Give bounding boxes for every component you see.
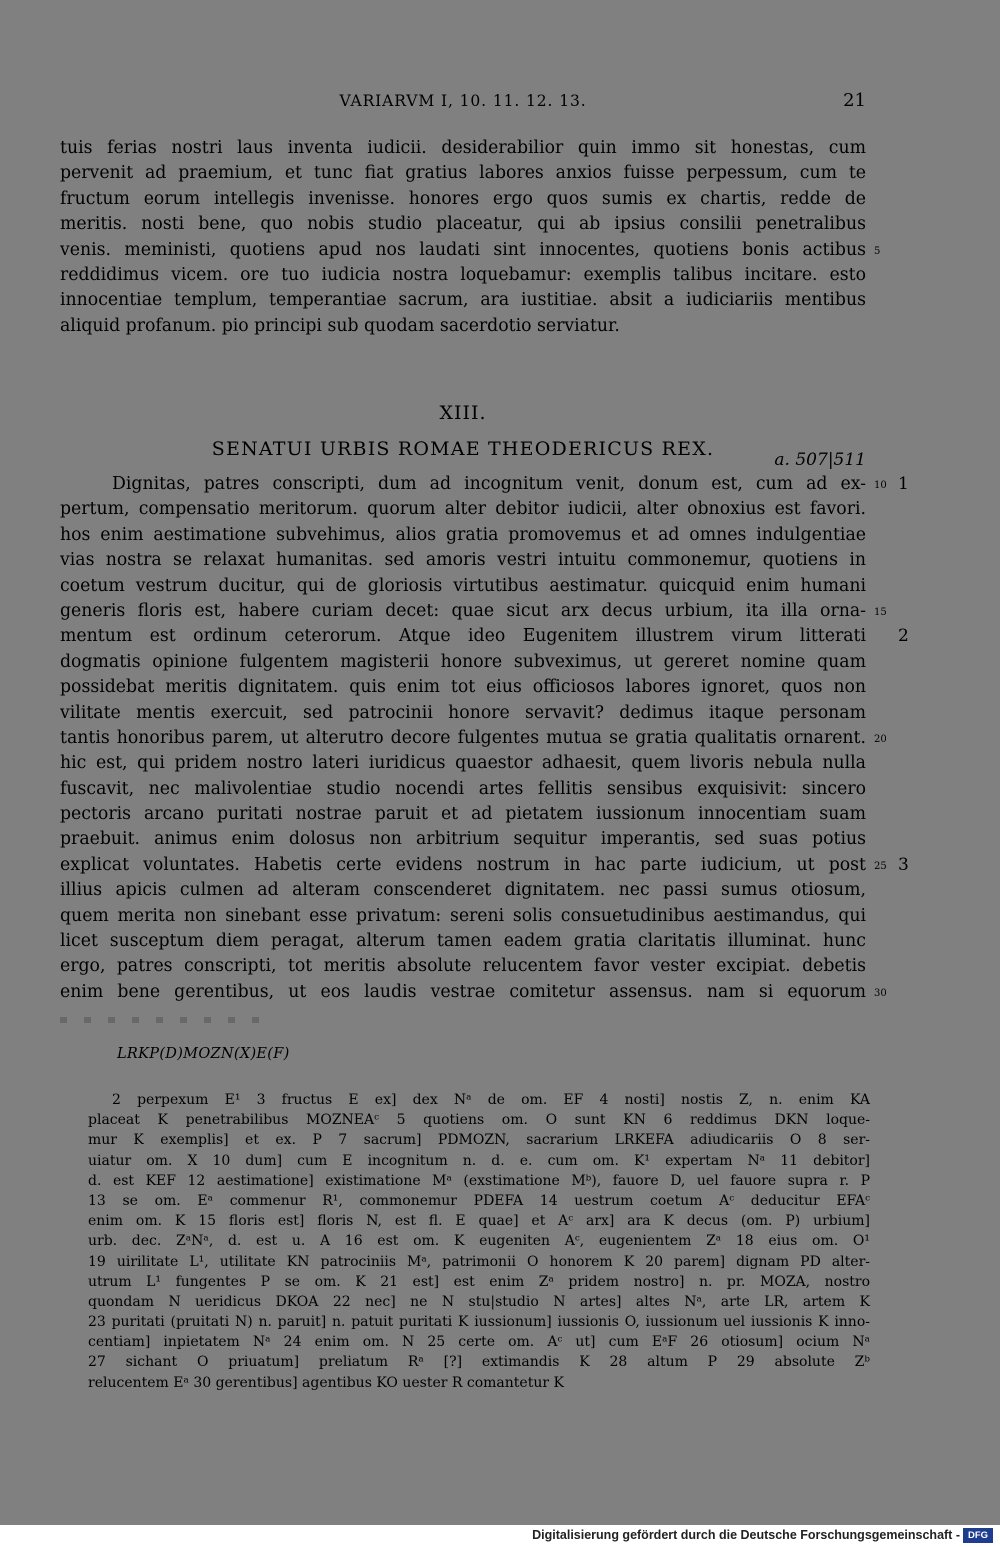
- text-line: [60, 726, 887, 751]
- chapter-date: a. 507|511: [774, 450, 866, 470]
- line-text: ergo, patres conscripti, tot meritis absolute relucentem favor vester excipiat. debetis: [60, 956, 866, 977]
- dfg-logo: DFG: [963, 1528, 993, 1543]
- text-line: [60, 161, 866, 186]
- chapter-title: SENATUI URBIS ROMAE THEODERICUS REX.: [211, 438, 715, 460]
- line-text: innocentiae templum, temperantiae sacrum, ara iustitiae. absit a iudiciariis mentibus: [60, 290, 866, 311]
- line-text: licet susceptum diem peragat, alterum tamen eadem gratia claritatis illuminat. hunc: [60, 931, 866, 952]
- text-line: [60, 212, 866, 237]
- text-line: [60, 187, 866, 212]
- text-line: [60, 497, 866, 522]
- line-text: praebuit. animus enim dolosus non arbitrium sequitur imperantis, sed suas potius: [60, 829, 866, 850]
- line-text: quem merita non sinebant esse privatum: sereni solis consuetudinibus aestimandus, qui: [60, 905, 866, 926]
- text-line: [60, 675, 866, 700]
- letter-body: [60, 472, 909, 1005]
- line-text: hos enim aestimatione subvehimus, alios gratia promovemus et ad omnes indulgentiae: [60, 524, 866, 545]
- line-number: 5: [874, 245, 881, 257]
- line-text: pectoris arcano puritati nostrae paruit et ad pietatem iussionum innocentiam suam: [60, 804, 866, 825]
- text-line: [60, 777, 866, 802]
- line-number: 25: [874, 860, 887, 872]
- paragraph-continuation: [60, 136, 881, 339]
- text-line: [60, 904, 866, 929]
- line-text: fructum eorum intellegis invenisse. honores ergo quos sumis ex chartis, redde de: [60, 188, 866, 209]
- divider: [60, 1017, 270, 1023]
- apparatus-line: quondam N ueridicus DKOA 22 nec] ne N stu|studio N artes] altes Nᵃ, arte LR, artem K: [88, 1293, 870, 1310]
- page-number: 21: [843, 90, 866, 111]
- line-text: vilitate mentis exercuit, sed patrocinii honore servavit? dedimus itaque personam: [60, 702, 866, 723]
- section-number: 1: [898, 474, 909, 494]
- apparatus-line: d. est KEF 12 aestimatione] existimatione Mᵃ (exstimatione Mᵇ), fauore D, uel fauore supra r. P: [88, 1172, 870, 1189]
- text-line: [60, 472, 909, 497]
- line-text: venis. meministi, quotiens apud nos laudati sint innocentes, quotiens bonis actibus: [60, 239, 866, 260]
- apparatus-line: 2 perpexum E¹ 3 fructus E ex] dex Nᵃ de om. EF 4 nosti] nostis Z, n. enim KA: [112, 1092, 870, 1108]
- text-line: [60, 314, 866, 339]
- text-line: [60, 827, 866, 852]
- apparatus-line: 13 se om. Eᵃ commenur R¹, commonemur PDEFA 14 uestrum coetum Aᶜ deducitur EFAᶜ: [88, 1192, 870, 1209]
- apparatus-line: 19 uirilitate L¹, utilitate KN patrociniis Mᵃ, patrimonii O honorem K 20 parem] dignam PD alter-: [88, 1253, 870, 1270]
- text-line: [60, 980, 887, 1005]
- text-line: [60, 136, 866, 161]
- line-text: generis floris est, habere curiam decet: quae sicut arx decus urbium, ita illa orna-: [60, 600, 866, 621]
- text-line: [60, 650, 866, 675]
- section-number: 2: [898, 626, 909, 647]
- text-line: [60, 548, 866, 573]
- chapter-number: XIII.: [439, 402, 487, 424]
- critical-apparatus: [88, 1090, 870, 1393]
- line-text: explicat voluntates. Habetis certe evidens nostrum in hac parte iudicium, ut post: [60, 854, 866, 875]
- line-number: 10: [874, 480, 887, 491]
- apparatus-line: uiatur om. X 10 dum] cum E incognitum n. d. e. cum om. K¹ expertam Nᵃ 11 debitor]: [88, 1152, 870, 1169]
- text-line: [60, 238, 881, 263]
- apparatus-line: urb. dec. ZᵃNᵃ, d. est u. A 16 est om. K eugeniten Aᶜ, eugenientem Zᵃ 18 eius om. O¹: [88, 1233, 870, 1250]
- running-head: [60, 92, 866, 116]
- line-text: pervenit ad praemium, et tunc fiat gratius labores anxios fuisse perpessum, cum te: [60, 163, 866, 184]
- line-number: 15: [874, 606, 887, 618]
- line-text: mentum est ordinum ceterorum. Atque ideo Eugenitem illustrem virum litterati: [60, 626, 866, 647]
- apparatus-line: 27 sichant O priuatum] preliatum Rᵃ [?] extimandis K 28 altum P 29 absolute Zᵇ: [88, 1354, 870, 1371]
- line-text: dogmatis opinione fulgentem magisterii honore subveximus, ut gereret nomine quam: [60, 651, 866, 672]
- apparatus-line: 23 puritati (pruitati N) n. paruit] n. patuit puritati K iussionum] iussionis O, iussionum uel iussionis K inno-: [88, 1314, 870, 1331]
- text-line: [60, 929, 866, 954]
- apparatus-line: utrum L¹ fungentes P se om. K 21 est] est enim Zᵃ pridem nostro] n. pr. MOZA, nostro: [88, 1273, 870, 1290]
- text-line: [60, 574, 866, 599]
- line-text: reddidimus vicem. ore tuo iudicia nostra loquebamur: exemplis talibus incitare. esto: [60, 264, 866, 285]
- text-line: [60, 701, 866, 726]
- line-text: possidebat meritis dignitatem. quis enim tot eius officiosos labores ignoret, quos non: [60, 677, 866, 698]
- line-text: coetum vestrum ducitur, qui de gloriosis virtutibus aestimatur. quicquid enim humani: [60, 575, 866, 596]
- apparatus-line: placeat K penetrabilibus MOZNEAᶜ 5 quotiens om. O sunt KN 6 reddimus DKN loque-: [88, 1112, 870, 1129]
- line-number: 30: [874, 987, 887, 999]
- line-text: tuis ferias nostri laus inventa iudicii. desiderabilior quin immo sit honestas, cum: [60, 138, 866, 158]
- text-line: [60, 954, 866, 979]
- line-text: Dignitas, patres conscripti, dum ad incognitum venit, donum est, cum ad ex-: [112, 474, 866, 494]
- line-text: enim bene gerentibus, ut eos laudis vestrae comitetur assensus. nam si equorum: [60, 981, 866, 1002]
- apparatus-line: mur K exemplis] et ex. P 7 sacrum] PDMOZN, sacrarium LRKEFA adiudicariis O 8 ser-: [88, 1132, 870, 1149]
- text-line: [60, 599, 887, 624]
- footer-bar: [0, 1525, 1000, 1547]
- footer-credit: Digitalisierung gefördert durch die Deutsche Forschungsgemeinschaft -: [532, 1528, 960, 1542]
- text-line: [60, 624, 909, 649]
- text-line: [60, 853, 909, 878]
- line-number: 20: [874, 733, 887, 745]
- apparatus-sigla: LRKP(D)MOZN(X)E(F): [117, 1046, 290, 1062]
- text-line: [60, 523, 866, 548]
- text-line: [60, 878, 866, 903]
- line-text: tantis honoribus parem, ut alterutro decore fulgentes mutua se gratia qualitatis ornarent.: [60, 727, 866, 748]
- line-text: hic est, qui pridem nostro lateri iuridicus quaestor adhaesit, quem livoris nebula nulla: [60, 753, 866, 774]
- apparatus-line: relucentem Eᵃ 30 gerentibus] agentibus KO uester R comantetur K: [88, 1374, 564, 1391]
- text-line: [60, 802, 866, 827]
- running-head-title: VARIARVM I, 10. 11. 12. 13.: [339, 92, 587, 110]
- text-line: [60, 751, 866, 776]
- line-text: fuscavit, nec malivolentiae studio nocendi artes fellitis sensibus exquisivit: sincero: [60, 778, 866, 799]
- line-text: aliquid profanum. pio principi sub quodam sacerdotio serviatur.: [60, 315, 620, 336]
- apparatus-line: enim om. K 15 floris est] floris N, est fl. E quae] et Aᶜ arx] ara K decus (om. P) urbium]: [88, 1213, 870, 1230]
- line-text: meritis. nosti bene, quo nobis studio placeatur, qui ab ipsius consilii penetralibus: [60, 214, 866, 235]
- line-text: vias nostra se relaxat humanitas. sed amoris vestri intuitu commonemur, quotiens in: [60, 550, 866, 571]
- line-text: pertum, compensatio meritorum. quorum alter debitor iudicii, alter obnoxius est favori.: [60, 499, 866, 520]
- section-number: 3: [898, 854, 909, 875]
- text-line: [60, 263, 866, 288]
- line-text: illius apicis culmen ad alteram conscenderet dignitatem. nec passi sumus otiosum,: [60, 880, 866, 901]
- text-line: [60, 288, 866, 313]
- apparatus-line: centiam] inpietatem Nᵃ 24 enim om. N 25 certe om. Aᶜ ut] cum EᵃF 26 otiosum] ocium Nᵃ: [88, 1334, 870, 1351]
